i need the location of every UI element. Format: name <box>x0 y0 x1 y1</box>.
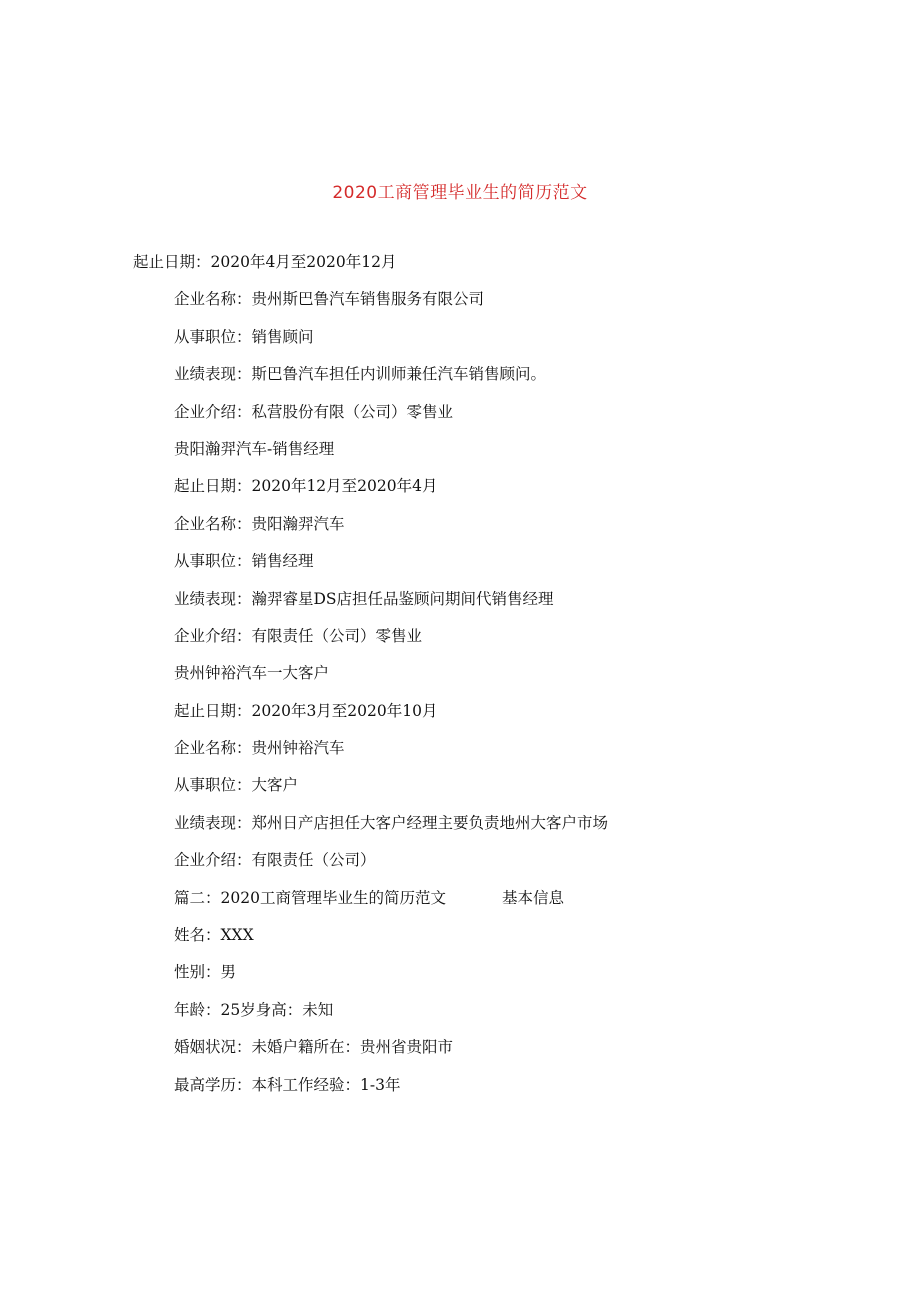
text-line: 企业名称：贵阳瀚羿汽车 <box>174 514 345 533</box>
text-line: 企业名称：贵州斯巴鲁汽车销售服务有限公司 <box>174 290 485 309</box>
text-line: 从事职位：销售经理 <box>174 552 314 571</box>
text-line: 年龄：25岁身高：未知 <box>174 1000 334 1019</box>
text-line: 贵州钟裕汽车一大客户 <box>174 664 330 683</box>
section-subheading: 基本信息 <box>501 888 564 907</box>
text-line: 起止日期：2020年3月至2020年10月 <box>174 701 438 720</box>
text-line: 婚姻状况：未婚户籍所在：贵州省贵阳市 <box>174 1038 454 1057</box>
document-title: 2020工商管理毕业生的简历范文 <box>332 183 588 203</box>
text-line: 贵阳瀚羿汽车-销售经理 <box>174 439 335 458</box>
text-line: 企业名称：贵州钟裕汽车 <box>174 739 345 758</box>
text-line: 企业介绍：有限责任（公司）零售业 <box>174 626 423 645</box>
text-line: 性别：男 <box>174 963 237 982</box>
text-line: 业绩表现：瀚羿睿星DS店担任品鉴顾问期间代销售经理 <box>174 589 554 608</box>
text-line: 业绩表现：斯巴鲁汽车担任内训师兼任汽车销售顾问。 <box>174 365 547 384</box>
text-line: 业绩表现：郑州日产店担任大客户经理主要负责地州大客户市场 <box>174 813 609 832</box>
text-line: 起止日期：2020年4月至2020年12月 <box>133 253 397 271</box>
text-line: 起止日期：2020年12月至2020年4月 <box>174 477 438 496</box>
text-line: 从事职位：销售顾问 <box>174 327 314 346</box>
text-line: 企业介绍：私营股份有限（公司）零售业 <box>174 402 454 421</box>
text-line: 企业介绍：有限责任（公司） <box>174 851 376 870</box>
section-heading: 篇二：2020工商管理毕业生的简历范文 <box>174 888 446 907</box>
text-line: 最高学历：本科工作经验：1-3年 <box>174 1075 401 1094</box>
section-heading-line <box>0 886 920 923</box>
text-line: 从事职位：大客户 <box>174 776 299 795</box>
text-line: 姓名：XXX <box>174 926 254 945</box>
resume-body <box>0 250 920 1110</box>
